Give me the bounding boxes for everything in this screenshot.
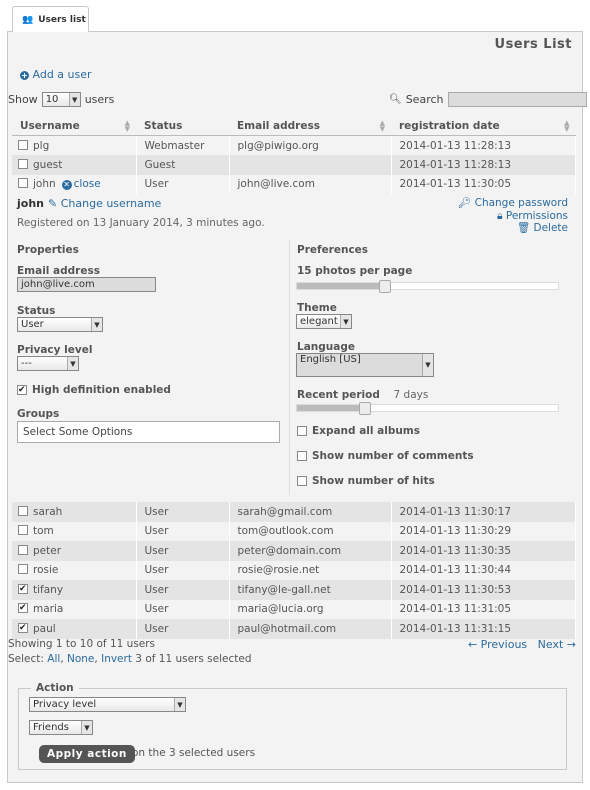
row-checkbox[interactable] (18, 525, 28, 535)
row-checkbox[interactable] (18, 506, 28, 516)
row-checkbox[interactable] (18, 603, 28, 613)
date-cell: 2014-01-13 11:30:35 (391, 541, 576, 561)
language-select[interactable]: English [US] ▼ (296, 353, 434, 377)
search-icon: 🔍︎ (389, 94, 402, 105)
chevron-down-icon: ▼ (67, 357, 78, 370)
table-header (12, 116, 576, 136)
action-legend: Action (36, 682, 74, 694)
privacy-level-select[interactable]: Friends ▼ (29, 720, 93, 735)
user-actions (458, 197, 568, 235)
previous-link[interactable]: ← Previous (467, 638, 528, 651)
close-link[interactable]: close (73, 178, 101, 191)
page-title: Users List (494, 37, 572, 52)
privacy-select[interactable]: --- ▼ (17, 356, 79, 371)
email-cell: tom@outlook.com (229, 522, 391, 542)
email-cell (229, 155, 391, 175)
email-cell: paul@hotmail.com (229, 619, 391, 639)
chevron-down-icon: ▼ (81, 721, 92, 734)
pencil-icon: ✎ (48, 197, 58, 210)
groups-multiselect[interactable]: Select Some Options (17, 421, 280, 443)
col-registration-date[interactable]: registration date ▲ ▼ (391, 116, 576, 136)
status-cell: User (136, 541, 229, 561)
apply-note: on the 3 selected users (132, 747, 256, 759)
chevron-down-icon: ▼ (174, 698, 185, 711)
username-cell: guest (33, 158, 63, 171)
change-username-link[interactable]: ✎ Change username (48, 197, 162, 210)
email-cell: plg@piwigo.org (229, 136, 391, 156)
add-user-label: Add a user (32, 68, 92, 81)
change-password-link[interactable]: 🔑︎ Change password (457, 197, 568, 209)
row-checkbox[interactable] (18, 584, 28, 594)
users-icon: 👥 (22, 14, 34, 25)
photos-per-page-label: 15 photos per page (297, 265, 413, 277)
status-cell: User (136, 619, 229, 639)
chevron-down-icon: ▼ (69, 93, 80, 106)
hd-option[interactable]: ✔ High definition enabled (17, 384, 171, 396)
status-cell: User (136, 561, 229, 581)
next-link[interactable]: Next → (537, 638, 576, 651)
date-cell: 2014-01-13 11:30:53 (391, 580, 576, 600)
key-icon: 🔑︎ (457, 197, 472, 209)
show-entries (8, 92, 114, 107)
detail-username: john (17, 197, 44, 210)
table-row[interactable] (12, 600, 576, 620)
properties-heading: Properties (17, 244, 79, 256)
username-cell: maria (33, 603, 64, 616)
row-checkbox[interactable] (18, 140, 28, 150)
show-comments-option[interactable]: Show number of comments (297, 450, 474, 462)
chevron-down-icon: ▼ (340, 315, 351, 328)
users-table-bottom (12, 502, 576, 639)
users-table-top (12, 116, 576, 194)
username-cell: paul (33, 622, 56, 635)
theme-label: Theme (297, 302, 337, 314)
delete-link[interactable]: 🗑︎ Delete (516, 222, 568, 234)
row-checkbox[interactable] (18, 178, 28, 188)
apply-action-button[interactable]: Apply action (39, 745, 135, 763)
select-all-link[interactable]: All (47, 653, 61, 665)
pagination (468, 638, 576, 651)
table-row[interactable] (12, 136, 576, 156)
hd-checkbox[interactable] (17, 385, 27, 395)
status-cell: Guest (136, 155, 229, 175)
tab-label: Users list (38, 14, 86, 25)
table-row[interactable] (12, 619, 576, 639)
select-prefix: Select: (8, 653, 44, 665)
chevron-down-icon: ▼ (422, 354, 433, 376)
email-cell: maria@lucia.org (229, 600, 391, 620)
status-cell: User (136, 600, 229, 620)
slider-handle[interactable] (379, 280, 391, 293)
permissions-link[interactable]: 🔒︎ Permissions (496, 209, 568, 222)
col-username[interactable]: Username ▲ ▼ (12, 116, 136, 136)
show-count-select[interactable] (42, 92, 81, 107)
status-cell: User (136, 175, 229, 195)
email-cell: tifany@le-gall.net (229, 580, 391, 600)
slider-fill (297, 405, 365, 411)
row-checkbox[interactable] (18, 545, 28, 555)
username-cell: rosie (33, 564, 59, 577)
email-field[interactable]: john@live.com (17, 277, 156, 292)
date-cell: 2014-01-13 11:28:13 (391, 136, 576, 156)
email-cell: rosie@rosie.net (229, 561, 391, 581)
table-row-selected[interactable] (12, 175, 576, 195)
status-select[interactable]: User ▼ (17, 317, 103, 332)
recent-period-slider[interactable] (296, 404, 559, 412)
date-cell: 2014-01-13 11:30:29 (391, 522, 576, 542)
lock-icon: 🔒︎ (496, 209, 503, 222)
theme-select[interactable]: elegant ▼ (296, 314, 352, 329)
slider-handle[interactable] (359, 402, 371, 415)
col-status[interactable]: Status (136, 116, 229, 136)
table-row[interactable] (12, 155, 576, 175)
status-cell: User (136, 580, 229, 600)
email-cell: john@live.com (229, 175, 391, 195)
username-cell: john (33, 178, 56, 191)
username-cell: tom (33, 525, 54, 538)
expand-albums-option[interactable]: Expand all albums (297, 425, 420, 437)
search-input[interactable] (448, 92, 587, 107)
tab-users-list[interactable] (12, 6, 89, 32)
action-select[interactable]: Privacy level ▼ (29, 697, 186, 712)
row-checkbox[interactable] (18, 623, 28, 633)
show-prefix: Show (8, 93, 38, 106)
status-label: Status (17, 305, 56, 317)
col-email[interactable]: Email address ▲ ▼ (229, 116, 391, 136)
close-icon[interactable]: ✕ (63, 180, 70, 190)
sort-icon: ▲ ▼ (124, 119, 130, 133)
show-count-value: 10 (45, 94, 59, 105)
recent-period-value: 7 days (393, 389, 429, 401)
date-cell: 2014-01-13 11:31:05 (391, 600, 576, 620)
date-cell: 2014-01-13 11:30:17 (391, 502, 576, 522)
show-hits-option[interactable]: Show number of hits (297, 475, 435, 487)
registered-text: Registered on 13 January 2014, 3 minutes ago. (17, 217, 265, 229)
showing-info: Showing 1 to 10 of 11 users (8, 638, 156, 650)
username-cell: tifany (33, 583, 64, 596)
date-cell: 2014-01-13 11:30:44 (391, 561, 576, 581)
row-checkbox[interactable] (18, 564, 28, 574)
show-comments-checkbox[interactable] (297, 451, 307, 461)
username-cell: plg (33, 139, 50, 152)
search-box (389, 92, 587, 107)
email-cell: sarah@gmail.com (229, 502, 391, 522)
photos-per-page-slider[interactable] (296, 282, 559, 290)
date-cell: 2014-01-13 11:31:15 (391, 619, 576, 639)
preferences-heading: Preferences (297, 244, 369, 256)
search-label: Search (405, 93, 444, 106)
row-checkbox[interactable] (18, 159, 28, 169)
show-hits-checkbox[interactable] (297, 476, 307, 486)
username-cell: peter (33, 544, 62, 557)
date-cell: 2014-01-13 11:30:05 (391, 175, 576, 195)
status-cell: User (136, 502, 229, 522)
chevron-down-icon: ▼ (91, 318, 102, 331)
table-row[interactable] (12, 522, 576, 542)
sort-icon: ▲ ▼ (379, 119, 385, 133)
recent-period-label: Recent period 7 days (297, 389, 429, 401)
language-label: Language (297, 341, 355, 353)
groups-label: Groups (17, 408, 60, 420)
expand-albums-checkbox[interactable] (297, 426, 307, 436)
status-cell: Webmaster (136, 136, 229, 156)
trash-icon: 🗑︎ (516, 222, 531, 234)
slider-fill (297, 283, 385, 289)
table-row[interactable] (12, 541, 576, 561)
table-row[interactable] (12, 502, 576, 522)
selected-count: 3 of 11 users selected (135, 653, 252, 665)
show-suffix: users (84, 93, 115, 106)
username-cell: sarah (33, 505, 63, 518)
privacy-label: Privacy level (17, 344, 93, 356)
table-row[interactable] (12, 580, 576, 600)
plus-circle-icon: + (21, 71, 28, 80)
select-none-link[interactable]: None (67, 653, 95, 665)
column-divider (289, 240, 290, 495)
status-cell: User (136, 522, 229, 542)
sort-icon: ▲ ▼ (564, 119, 570, 133)
email-label: Email address (17, 265, 100, 277)
add-user-link[interactable] (20, 68, 92, 81)
select-invert-link[interactable]: Invert (101, 653, 132, 665)
select-line: Select: All, None, Invert 3 of 11 users selected (8, 653, 252, 665)
table-row[interactable] (12, 561, 576, 581)
date-cell: 2014-01-13 11:28:13 (391, 155, 576, 175)
email-cell: peter@domain.com (229, 541, 391, 561)
